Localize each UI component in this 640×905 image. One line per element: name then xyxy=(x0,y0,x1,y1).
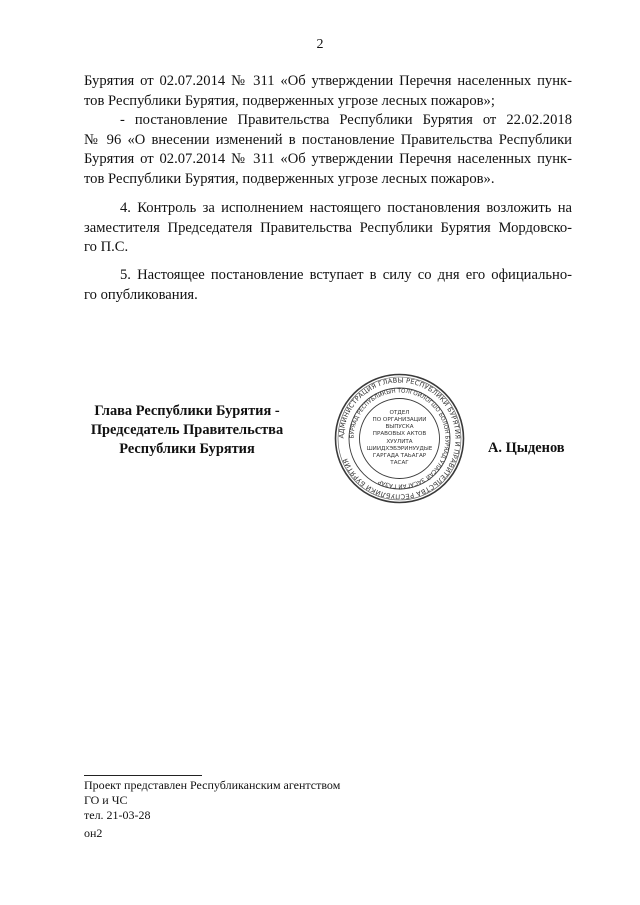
text-line: Бурятия от 02.07.2014 № 311 «Об утверждении Перечня населенных пунк- xyxy=(84,73,572,89)
text-line: тов Республики Бурятия, подверженных угрозе лесных пожаров». xyxy=(84,170,495,187)
signature-title-line: Республики Бурятия xyxy=(119,441,255,458)
signature-title xyxy=(84,402,290,460)
footnote-line: ГО и ЧС xyxy=(84,793,128,808)
text-line: заместителя Председателя Правительства Республики Бурятия Мордовско- xyxy=(84,219,572,236)
seal-center-line: ШИИДХЭБЭРИНУУДЫЕ xyxy=(366,446,433,452)
seal-inner-text: БУРЯАД РЕСПУБЛИКЫН ТОЛГОЙЛОГШО БОЛОН БУРЯАД УЛАСАЙ ЗАСАГАЙ ГАЗАР xyxy=(349,388,450,489)
seal-center-line: ТАСАГ xyxy=(390,460,409,466)
seal-center-line: ПРАВОВЫХ АКТОВ xyxy=(372,431,427,437)
official-seal-icon xyxy=(333,372,466,505)
signature-title-line: Глава Республики Бурятия - xyxy=(94,403,280,419)
text-line: тов Республики Бурятия, подверженных угрозе лесных пожаров»; xyxy=(84,92,495,109)
signer-name: А. Цыденов xyxy=(488,440,565,456)
seal-center-line: ОТДЕЛ xyxy=(389,410,410,416)
seal-outer-text: АДМИНИСТРАЦИЯ ГЛАВЫ РЕСПУБЛИКИ БУРЯТИЯ И ПРАВИТЕЛЬСТВА РЕСПУБЛИКИ БУРЯТИЯ xyxy=(337,376,462,501)
seal-center-line: ГАРГАДА ТАЬАГАР xyxy=(372,453,427,459)
seal-center-line: ХУУЛИТА xyxy=(386,439,413,445)
text-line: го П.С. xyxy=(84,239,129,256)
seal-center-line: ПО ОРГАНИЗАЦИИ xyxy=(372,417,427,423)
text-line: го опубликования. xyxy=(84,286,198,303)
text-line: - постановление Правительства Республики Бурятия от 22.02.2018 xyxy=(120,112,572,128)
footnote-line: тел. 21-03-28 xyxy=(84,808,151,823)
text-line: 4. Контроль за исполнением настоящего постановления возложить на xyxy=(120,200,572,216)
paragraph-control xyxy=(84,199,572,258)
page-number: 2 xyxy=(316,37,324,52)
paragraph-amendment xyxy=(84,111,572,189)
document-code: он2 xyxy=(84,826,103,840)
signature-title-line: Председатель Правительства xyxy=(90,422,284,439)
seal-center-line: ВЫПУСКА xyxy=(385,424,414,430)
text-line: Бурятия от 02.07.2014 № 311 «Об утверждении Перечня населенных пунк- xyxy=(84,151,572,168)
text-line: 5. Настоящее постановление вступает в силу со дня его официально- xyxy=(120,267,572,283)
footnote xyxy=(84,778,340,824)
paragraph-continuation xyxy=(84,72,572,111)
footnote-rule xyxy=(84,775,202,776)
text-line: № 96 «О внесении изменений в постановление Правительства Республики xyxy=(84,131,572,148)
paragraph-effect xyxy=(84,266,572,305)
footnote-line: Проект представлен Республиканским агентством xyxy=(84,778,341,792)
